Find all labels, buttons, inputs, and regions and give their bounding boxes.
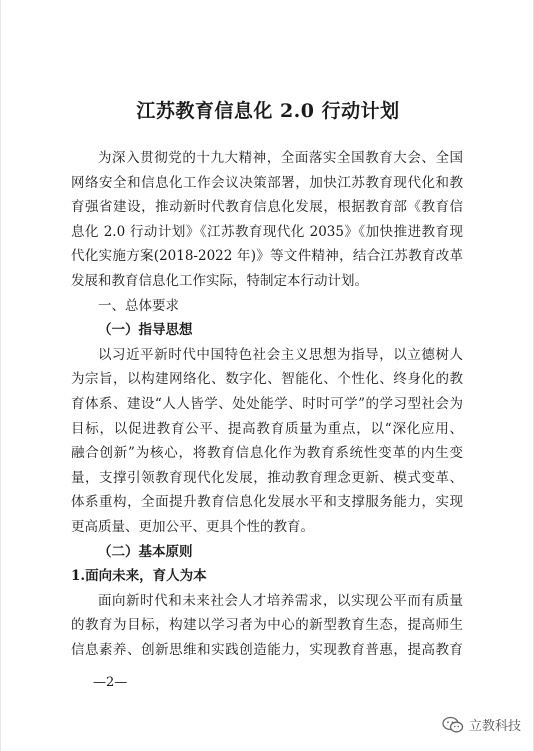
text-line: 的教育为目标，构建以学习者为中心的新型教育生态，提高师生	[71, 617, 463, 634]
text-line: 育体系、建设“人人皆学、处处能学、时时可学”的学习型社会为	[71, 395, 463, 412]
principle-paragraph	[71, 589, 463, 663]
text-line: 育强省建设，推动新时代教育信息化发展，根据教育部《教育信	[71, 199, 463, 216]
document-body	[71, 146, 463, 662]
subsection-heading: （二）基本原则	[98, 543, 193, 560]
text-line: 信息素养、创新思维和实践创造能力，实现教育普惠，提高教育	[71, 641, 463, 658]
wechat-icon	[442, 716, 464, 734]
watermark-text: 立教科技	[468, 719, 521, 734]
intro-paragraph	[71, 146, 463, 294]
text-line: 以习近平新时代中国特色社会主义思想为指导，以立德树人	[98, 346, 463, 363]
document-title: 江苏教育信息化 2.0 行动计划	[136, 100, 400, 122]
text-line: 网络安全和信息化工作会议决策部署，加快江苏教育现代化和教	[71, 174, 463, 191]
subsection-heading: （一）指导思想	[98, 322, 193, 339]
page-number: —2—	[93, 675, 128, 690]
text-line: 更高质量、更加公平、更具个性的教育。	[71, 518, 314, 535]
section-heading: 一、总体要求	[98, 297, 179, 314]
guiding-paragraph	[71, 343, 463, 540]
principle-heading: 1.面向未来，育人为本	[71, 568, 207, 585]
text-line: 息化 2.0 行动计划》《江苏教育现代化 2035》《加快推进教育现	[71, 223, 463, 240]
text-line: 目标，以促进教育公平、提高教育质量为重点，以“深化应用、	[71, 420, 463, 437]
text-line: 代化实施方案(2018-2022 年)》等文件精神，结合江苏教育改革	[71, 248, 463, 265]
text-line: 为宗旨，以构建网络化、数字化、智能化、个性化、终身化的教	[71, 371, 463, 388]
text-line: 体系重构，全面提升教育信息化发展水平和支撑服务能力，实现	[71, 494, 463, 511]
text-line: 为深入贯彻党的十九大精神，全面落实全国教育大会、全国	[98, 150, 463, 166]
text-line: 融合创新”为核心，将教育信息化作为教育系统性变革的内生变	[71, 445, 463, 462]
text-line: 量，支撑引领教育现代化发展，推动教育理念更新、模式变革、	[71, 469, 463, 486]
watermark	[442, 715, 521, 734]
text-line: 面向新时代和未来社会人才培养需求，以实现公平而有质量	[98, 592, 463, 609]
text-line: 发展和教育信息化工作实际，特制定本行动计划。	[71, 272, 368, 289]
